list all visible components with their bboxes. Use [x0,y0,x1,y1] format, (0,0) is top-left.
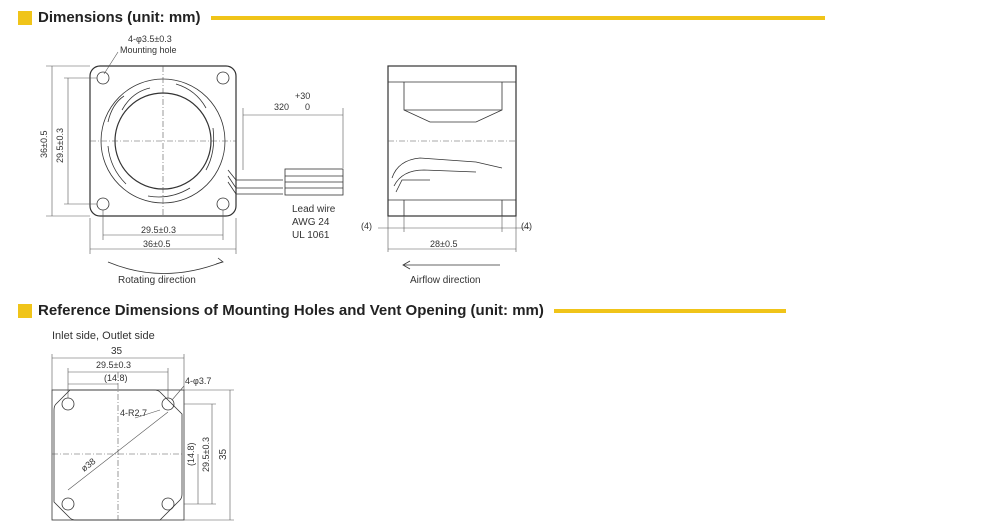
outer-width-label: 36±0.5 [143,239,171,249]
lead-wire-label: Lead wire [292,204,336,215]
lead-tolerance-top: +30 [295,91,311,101]
half-height-label: (14.8) [186,442,196,466]
section-title: Reference Dimensions of Mounting Holes and Vent Opening (unit: mm) [38,302,544,319]
awg-label: AWG 24 [292,217,330,228]
outer-height-label: 35 [218,448,229,460]
mount-hole [97,72,109,84]
ref-hole [162,498,174,510]
inlet-outlet-label: Inlet side, Outlet side [52,330,155,342]
pitch-height-label: 29.5±0.3 [201,437,211,472]
inner-height-label: 29.5±0.3 [55,128,65,163]
mount-hole [217,198,229,210]
outer-width-label: 35 [111,346,123,357]
airflow-label: Airflow direction [410,275,481,286]
vent-diameter-label: ø38 [79,456,98,474]
ref-hole [62,398,74,410]
pitch-width-label: 29.5±0.3 [96,360,131,370]
outer-height-label: 36±0.5 [39,130,49,158]
lead-length-label: 320 [274,102,290,112]
lead-tolerance-bottom: 0 [305,102,311,112]
half-width-label: (14.8) [104,373,128,383]
radius-label: 4-R2.7 [120,408,148,418]
section-title: Dimensions (unit: mm) [38,9,201,26]
hole-label: 4-φ3.5±0.3 [128,34,172,44]
side-blade [404,82,502,122]
mount-hole [97,198,109,210]
mount-hole [217,72,229,84]
depth-label: 28±0.5 [430,239,458,249]
rotation-label: Rotating direction [118,275,196,286]
hole-label-sub: Mounting hole [120,45,177,55]
left-gap-label: (4) [361,221,372,231]
rotation-arrow [108,262,222,274]
inner-width-label: 29.5±0.3 [141,225,176,235]
ref-hole [62,498,74,510]
hole-label: 4-φ3.7 [185,376,212,386]
right-gap-label: (4) [521,221,532,231]
ul-label: UL 1061 [292,230,330,241]
